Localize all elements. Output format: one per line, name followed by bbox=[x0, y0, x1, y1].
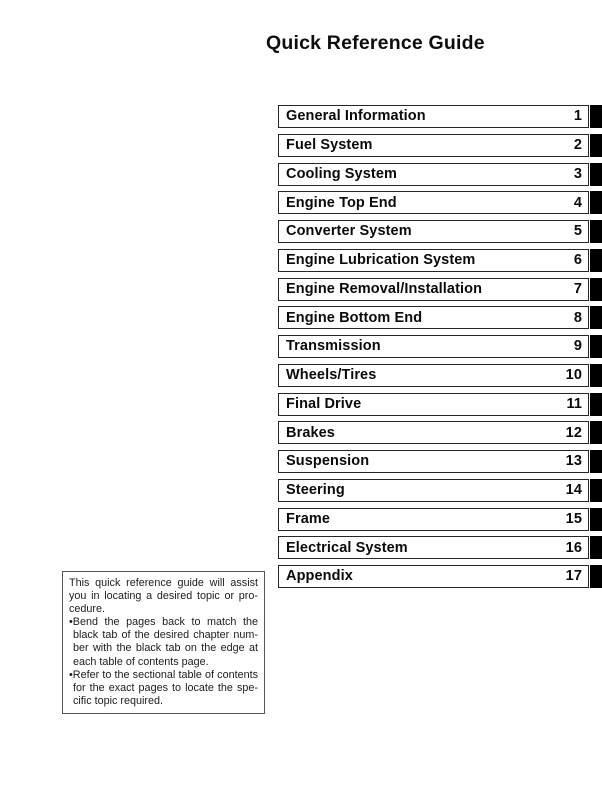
toc-row-box bbox=[278, 278, 589, 301]
chapter-label: Engine Bottom End bbox=[286, 309, 423, 326]
toc-row bbox=[278, 364, 602, 387]
chapter-number: 11 bbox=[566, 395, 582, 412]
toc-row-box bbox=[278, 105, 589, 128]
chapter-label: Fuel System bbox=[286, 137, 373, 153]
toc-row bbox=[278, 105, 602, 128]
chapter-number: 1 bbox=[573, 108, 582, 125]
chapter-number: 9 bbox=[573, 338, 582, 355]
chapter-edge-tab bbox=[590, 450, 602, 473]
chapter-number: 7 bbox=[573, 280, 582, 297]
toc-row-box bbox=[278, 536, 589, 559]
toc-row-box bbox=[278, 393, 589, 416]
note-line: •Refer to the sectional table of contents bbox=[69, 668, 258, 681]
chapter-number: 4 bbox=[573, 194, 582, 211]
toc-row-box bbox=[278, 479, 589, 502]
toc-row-box bbox=[278, 421, 589, 444]
toc-row bbox=[278, 450, 602, 473]
note-box bbox=[62, 571, 265, 714]
toc-row bbox=[278, 421, 602, 444]
toc-row-box bbox=[278, 306, 589, 329]
toc-row-box bbox=[278, 249, 589, 272]
chapter-edge-tab bbox=[590, 364, 602, 387]
chapter-label: Frame bbox=[286, 510, 331, 527]
toc-row-box bbox=[278, 220, 589, 243]
toc-row bbox=[278, 306, 602, 329]
chapter-label: Cooling System bbox=[286, 165, 397, 182]
chapter-number: 8 bbox=[573, 309, 582, 326]
chapter-number: 5 bbox=[573, 223, 582, 240]
toc-row bbox=[278, 393, 602, 416]
chapter-label: Engine Top End bbox=[286, 194, 397, 211]
note-line: ber with the black tab on the edge at bbox=[73, 642, 258, 655]
chapter-label: Engine Lubrication System bbox=[286, 252, 476, 268]
toc-row bbox=[278, 191, 602, 214]
chapter-label: Transmission bbox=[286, 338, 381, 355]
chapter-number: 3 bbox=[573, 165, 582, 182]
chapter-label: Brakes bbox=[286, 424, 335, 441]
chapter-edge-tab bbox=[590, 421, 602, 444]
chapter-edge-tab bbox=[590, 105, 602, 128]
chapter-edge-tab bbox=[590, 508, 602, 531]
chapter-edge-tab bbox=[590, 536, 602, 559]
chapter-number: 14 bbox=[565, 482, 582, 498]
toc-row-box bbox=[278, 364, 589, 387]
chapter-label: General Information bbox=[286, 108, 426, 125]
chapter-toc-list bbox=[278, 105, 602, 588]
toc-row bbox=[278, 134, 602, 157]
note-line: •Bend the pages back to match the bbox=[69, 616, 258, 629]
chapter-number: 10 bbox=[565, 367, 582, 383]
chapter-label: Appendix bbox=[286, 568, 353, 585]
chapter-edge-tab bbox=[590, 393, 602, 416]
chapter-number: 12 bbox=[565, 424, 582, 441]
toc-row-box bbox=[278, 163, 589, 186]
chapter-label: Suspension bbox=[286, 453, 370, 470]
chapter-label: Electrical System bbox=[286, 539, 408, 556]
toc-row bbox=[278, 249, 602, 272]
chapter-edge-tab bbox=[590, 565, 602, 588]
chapter-edge-tab bbox=[590, 278, 602, 301]
chapter-edge-tab bbox=[590, 335, 602, 358]
chapter-number: 13 bbox=[565, 453, 582, 470]
toc-row-box bbox=[278, 134, 589, 157]
note-line: each table of contents page. bbox=[73, 655, 209, 668]
toc-row bbox=[278, 565, 602, 588]
chapter-edge-tab bbox=[590, 249, 602, 272]
toc-row bbox=[278, 536, 602, 559]
chapter-number: 15 bbox=[565, 510, 582, 527]
toc-row bbox=[278, 335, 602, 358]
note-line: This quick reference guide will assist bbox=[69, 577, 258, 589]
note-line: cific topic required. bbox=[73, 694, 164, 707]
chapter-label: Final Drive bbox=[286, 395, 362, 412]
chapter-edge-tab bbox=[590, 134, 602, 157]
toc-row-box bbox=[278, 191, 589, 214]
toc-row bbox=[278, 479, 602, 502]
chapter-edge-tab bbox=[590, 191, 602, 214]
chapter-label: Converter System bbox=[286, 223, 412, 240]
toc-row-box bbox=[278, 335, 589, 358]
chapter-label: Engine Removal/Installation bbox=[286, 280, 483, 297]
chapter-number: 6 bbox=[573, 252, 582, 268]
toc-row bbox=[278, 163, 602, 186]
note-line: you in locating a desired topic or pro- bbox=[69, 590, 258, 603]
chapter-edge-tab bbox=[590, 163, 602, 186]
toc-row bbox=[278, 508, 602, 531]
chapter-edge-tab bbox=[590, 479, 602, 502]
toc-row-box bbox=[278, 508, 589, 531]
chapter-number: 17 bbox=[565, 568, 582, 585]
page-title: Quick Reference Guide bbox=[266, 32, 485, 54]
toc-row-box bbox=[278, 450, 589, 473]
note-line: for the exact pages to locate the spe- bbox=[73, 681, 258, 694]
chapter-label: Steering bbox=[286, 482, 345, 498]
note-line: cedure. bbox=[69, 603, 106, 616]
chapter-number: 16 bbox=[565, 539, 582, 556]
toc-row bbox=[278, 220, 602, 243]
note-line: black tab of the desired chapter num- bbox=[73, 629, 258, 642]
chapter-edge-tab bbox=[590, 306, 602, 329]
chapter-edge-tab bbox=[590, 220, 602, 243]
chapter-number: 2 bbox=[573, 137, 582, 153]
toc-row-box bbox=[278, 565, 589, 588]
toc-row bbox=[278, 278, 602, 301]
chapter-label: Wheels/Tires bbox=[286, 367, 377, 383]
